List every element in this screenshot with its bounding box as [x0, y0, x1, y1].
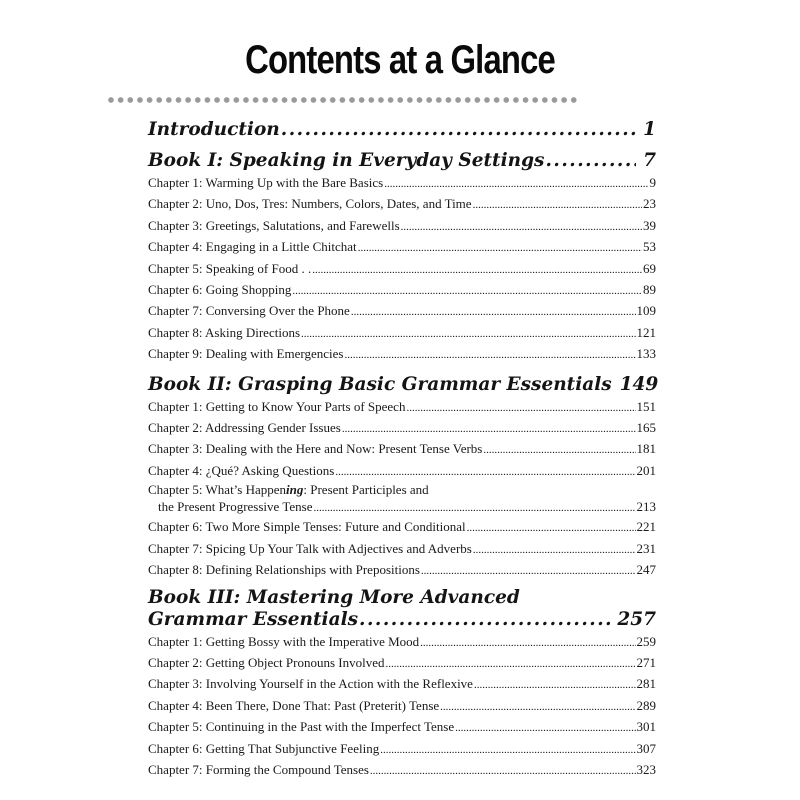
- page-number: 9: [649, 175, 656, 190]
- entry-label: the Present Progressive Tense: [158, 499, 313, 515]
- toc-entry-chapter[interactable]: [148, 323, 656, 344]
- page-number: 133: [636, 346, 656, 362]
- toc-entry-chapter[interactable]: [148, 344, 656, 365]
- dot-leader: [467, 517, 636, 538]
- entry-label: Chapter 7: Forming the Compound Tenses: [148, 761, 369, 777]
- dotted-divider: [108, 97, 578, 103]
- toc-entry-book-1[interactable]: [148, 149, 656, 173]
- dot-leader: [292, 280, 642, 301]
- page-number: 53: [643, 239, 656, 255]
- page-number: 289: [636, 697, 656, 713]
- dot-leader: [401, 216, 642, 237]
- toc-entry-book-3[interactable]: [148, 588, 656, 632]
- page-number: 231: [636, 540, 656, 556]
- dot-leader: [342, 418, 636, 439]
- toc-entry-chapter[interactable]: [148, 237, 656, 258]
- page-number: 323: [636, 761, 656, 777]
- page-number: 69: [643, 260, 656, 276]
- page-number: 1: [643, 119, 656, 140]
- page-number: 201: [636, 462, 656, 478]
- entry-label: Book I: Speaking in Everyday Settings: [148, 150, 545, 171]
- toc-entry-chapter[interactable]: [148, 173, 656, 194]
- dot-leader: [483, 439, 635, 460]
- dot-leader: [358, 237, 642, 258]
- entry-label-line-2: [148, 608, 656, 632]
- page-number: 89: [643, 282, 656, 298]
- dot-leader: [420, 632, 635, 653]
- label-text: Chapter 5: What’s Happen: [148, 482, 287, 498]
- entry-label: Book II: Grasping Basic Grammar Essentials: [148, 373, 612, 395]
- page-number: 23: [643, 196, 656, 212]
- page-number: 259: [636, 633, 656, 649]
- page-number: 39: [643, 217, 656, 233]
- dot-leader: [421, 560, 636, 581]
- dot-leader: [474, 674, 636, 695]
- entry-label: Chapter 5: Speaking of Food . .: [148, 260, 312, 276]
- dot-leader: [370, 760, 636, 781]
- page-number: 7: [643, 150, 656, 171]
- dot-leader: [440, 696, 635, 717]
- dot-leader: [384, 173, 648, 194]
- page-number: 221: [636, 519, 656, 535]
- toc-entry-chapter[interactable]: [148, 696, 656, 717]
- toc-entry-chapter[interactable]: [148, 539, 656, 560]
- page-number: 165: [636, 420, 656, 436]
- entry-label: Chapter 5: Continuing in the Past with the Imperfect Tense: [148, 719, 455, 735]
- page-number: 109: [636, 303, 656, 319]
- toc-entry-chapter[interactable]: [148, 482, 656, 517]
- entry-label: Chapter 4: Been There, Done That: Past (Preterit) Tense: [148, 697, 440, 713]
- entry-label: Chapter 6: Getting That Subjunctive Feeling: [148, 740, 380, 756]
- entry-label: Chapter 2: Uno, Dos, Tres: Numbers, Colors, Dates, and Time: [148, 196, 472, 212]
- toc-entry-chapter[interactable]: [148, 739, 656, 760]
- entry-label: Chapter 1: Warming Up with the Bare Basics: [148, 175, 384, 190]
- entry-label: Chapter 3: Greetings, Salutations, and Farewells: [148, 217, 400, 233]
- toc-entry-chapter[interactable]: [148, 560, 656, 581]
- toc-entry-chapter[interactable]: [148, 461, 656, 482]
- dot-leader: [351, 301, 636, 322]
- page-title: Contents at a Glance: [245, 38, 555, 82]
- entry-label: Chapter 8: Defining Relationships with Prepositions: [148, 562, 420, 578]
- entry-label: Chapter 6: Going Shopping: [148, 282, 292, 298]
- toc-entry-chapter[interactable]: [148, 397, 656, 418]
- entry-label: Chapter 7: Conversing Over the Phone: [148, 303, 350, 319]
- toc-entry-chapter[interactable]: [148, 301, 656, 322]
- entry-label: Chapter 3: Dealing with the Here and Now: Present Tense Verbs: [148, 441, 483, 457]
- page-number: 281: [636, 676, 656, 692]
- label-text: : Present Participles and: [303, 482, 429, 498]
- dot-leader: [312, 259, 642, 280]
- page-number: 213: [636, 499, 656, 515]
- dot-leader: [380, 739, 635, 760]
- dot-leader: [406, 397, 635, 418]
- dot-leader: [545, 149, 636, 173]
- entry-label: Chapter 8: Asking Directions: [148, 324, 301, 340]
- entry-label-line-2: [148, 498, 656, 517]
- dot-leader: [301, 323, 635, 344]
- toc-entry-chapter[interactable]: [148, 439, 656, 460]
- toc-entry-chapter[interactable]: [148, 674, 656, 695]
- toc-entry-chapter[interactable]: [148, 632, 656, 653]
- entry-label: Grammar Essentials: [148, 608, 359, 630]
- entry-label-line-1: Book III: Mastering More Advanced: [148, 586, 520, 608]
- entry-label: Chapter 1: Getting Bossy with the Imperative Mood: [148, 633, 420, 649]
- entry-label: Chapter 4: ¿Qué? Asking Questions: [148, 462, 335, 478]
- table-of-contents: [148, 116, 659, 781]
- dot-leader: [473, 194, 642, 215]
- page-number: 257: [617, 608, 656, 630]
- toc-entry-chapter[interactable]: [148, 194, 656, 215]
- entry-label: Chapter 3: Involving Yourself in the Action with the Reflexive: [148, 676, 473, 692]
- label-emphasis: ing: [286, 482, 304, 498]
- toc-entry-chapter[interactable]: [148, 280, 656, 301]
- toc-entry-chapter[interactable]: [148, 517, 656, 538]
- entry-label: Chapter 6: Two More Simple Tenses: Future and Conditional: [148, 519, 466, 535]
- page-number: 121: [636, 324, 656, 340]
- entry-label: Chapter 9: Dealing with Emergencies: [148, 346, 344, 362]
- dot-leader: [455, 717, 635, 738]
- toc-entry-chapter[interactable]: [148, 760, 656, 781]
- page-number: 181: [636, 441, 656, 457]
- toc-entry-chapter[interactable]: [148, 259, 656, 280]
- dot-leader: [281, 118, 636, 142]
- page-number: 301: [636, 719, 656, 735]
- dot-leader: [344, 344, 635, 365]
- entry-label: Chapter 1: Getting to Know Your Parts of Speech: [148, 398, 406, 414]
- entry-label: Introduction: [148, 119, 280, 140]
- dot-leader: [359, 608, 610, 632]
- dot-leader: [335, 461, 635, 482]
- entry-label-line-1: [148, 482, 656, 498]
- dot-leader: [386, 653, 636, 674]
- entry-label: Chapter 4: Engaging in a Little Chitchat: [148, 239, 357, 255]
- page-number: 247: [636, 562, 656, 578]
- toc-entry-introduction[interactable]: [148, 118, 656, 142]
- dot-leader: [473, 539, 636, 560]
- page-number: 149: [619, 373, 659, 395]
- toc-entry-book-2[interactable]: [148, 373, 659, 397]
- page-number: 307: [636, 740, 656, 756]
- dot-leader: [313, 498, 635, 517]
- page-number: 271: [636, 654, 656, 670]
- entry-label: Chapter 2: Getting Object Pronouns Involved: [148, 654, 385, 670]
- toc-entry-chapter[interactable]: [148, 216, 656, 237]
- toc-entry-chapter[interactable]: [148, 653, 656, 674]
- page-number: 151: [636, 398, 656, 414]
- entry-label: Chapter 7: Spicing Up Your Talk with Adjectives and Adverbs: [148, 540, 472, 556]
- toc-entry-chapter[interactable]: [148, 418, 656, 439]
- toc-entry-chapter[interactable]: [148, 717, 656, 738]
- entry-label: Chapter 2: Addressing Gender Issues: [148, 420, 341, 436]
